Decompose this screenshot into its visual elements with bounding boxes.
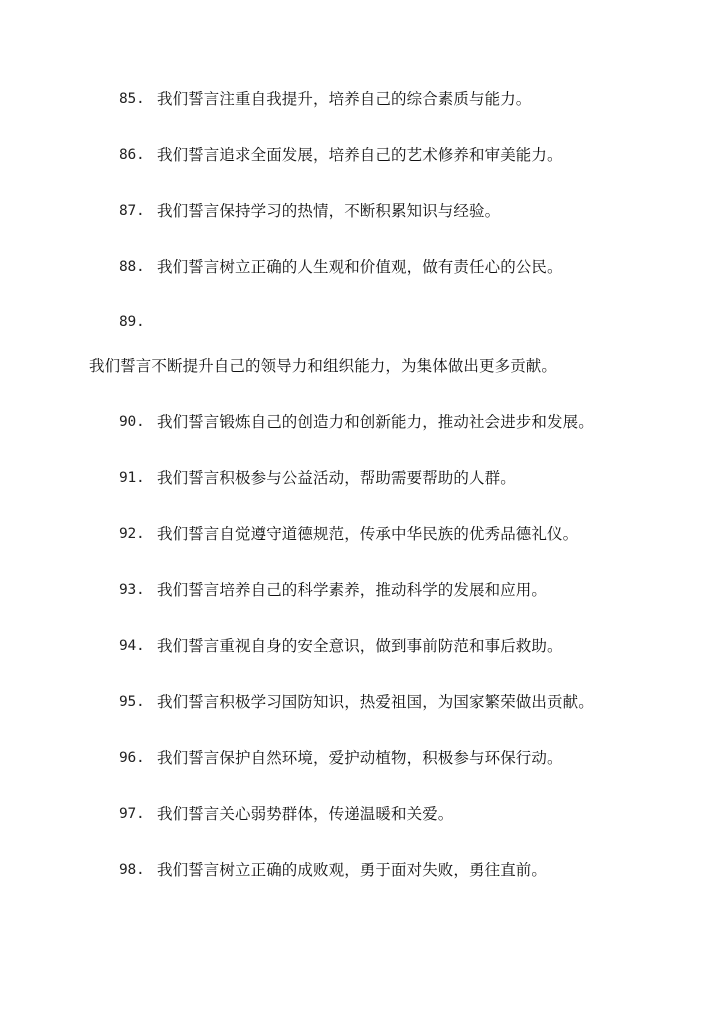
item-number: 97. (119, 806, 145, 822)
item-number: 89. (119, 314, 145, 330)
item-text: 我们誓言自觉遵守道德规范，传承中华民族的优秀品德礼仪。 (157, 525, 579, 543)
item-text: 我们誓言关心弱势群体，传递温暖和关爱。 (157, 805, 454, 823)
list-item (0, 690, 720, 714)
item-text: 我们誓言培养自己的科学素养，推动科学的发展和应用。 (157, 581, 548, 599)
list-item (0, 410, 720, 434)
item-text: 我们誓言树立正确的人生观和价值观，做有责任心的公民。 (157, 258, 563, 276)
item-text: 我们誓言锻炼自己的创造力和创新能力，推动社会进步和发展。 (157, 413, 594, 431)
list-item (0, 858, 720, 882)
list-item-wrapped-text (0, 354, 720, 378)
item-text: 我们誓言树立正确的成败观，勇于面对失败，勇往直前。 (157, 861, 548, 879)
list-item (0, 578, 720, 602)
item-text: 我们誓言不断提升自己的领导力和组织能力，为集体做出更多贡献。 (89, 357, 558, 375)
list-item-number-line (0, 310, 720, 334)
item-number: 96. (119, 750, 145, 766)
item-text: 我们誓言积极学习国防知识，热爱祖国，为国家繁荣做出贡献。 (157, 693, 594, 711)
item-number: 98. (119, 862, 145, 878)
list-item (0, 143, 720, 167)
item-number: 93. (119, 582, 145, 598)
list-item (0, 87, 720, 111)
list-item (0, 802, 720, 826)
item-text: 我们誓言重视自身的安全意识，做到事前防范和事后救助。 (157, 637, 563, 655)
item-text: 我们誓言保护自然环境，爱护动植物，积极参与环保行动。 (157, 749, 563, 767)
list-item (0, 746, 720, 770)
item-number: 88. (119, 259, 145, 275)
item-number: 90. (119, 414, 145, 430)
list-item (0, 522, 720, 546)
item-number: 92. (119, 526, 145, 542)
item-number: 95. (119, 694, 145, 710)
item-number: 94. (119, 638, 145, 654)
item-number: 91. (119, 470, 145, 486)
item-text: 我们誓言追求全面发展，培养自己的艺术修养和审美能力。 (157, 146, 563, 164)
list-item (0, 466, 720, 490)
item-number: 85. (119, 91, 145, 107)
list-item (0, 634, 720, 658)
list-item (0, 199, 720, 223)
item-text: 我们誓言积极参与公益活动，帮助需要帮助的人群。 (157, 469, 516, 487)
item-text: 我们誓言注重自我提升，培养自己的综合素质与能力。 (157, 90, 532, 108)
item-number: 87. (119, 203, 145, 219)
item-text: 我们誓言保持学习的热情，不断积累知识与经验。 (157, 202, 501, 220)
list-item (0, 255, 720, 279)
item-number: 86. (119, 147, 145, 163)
